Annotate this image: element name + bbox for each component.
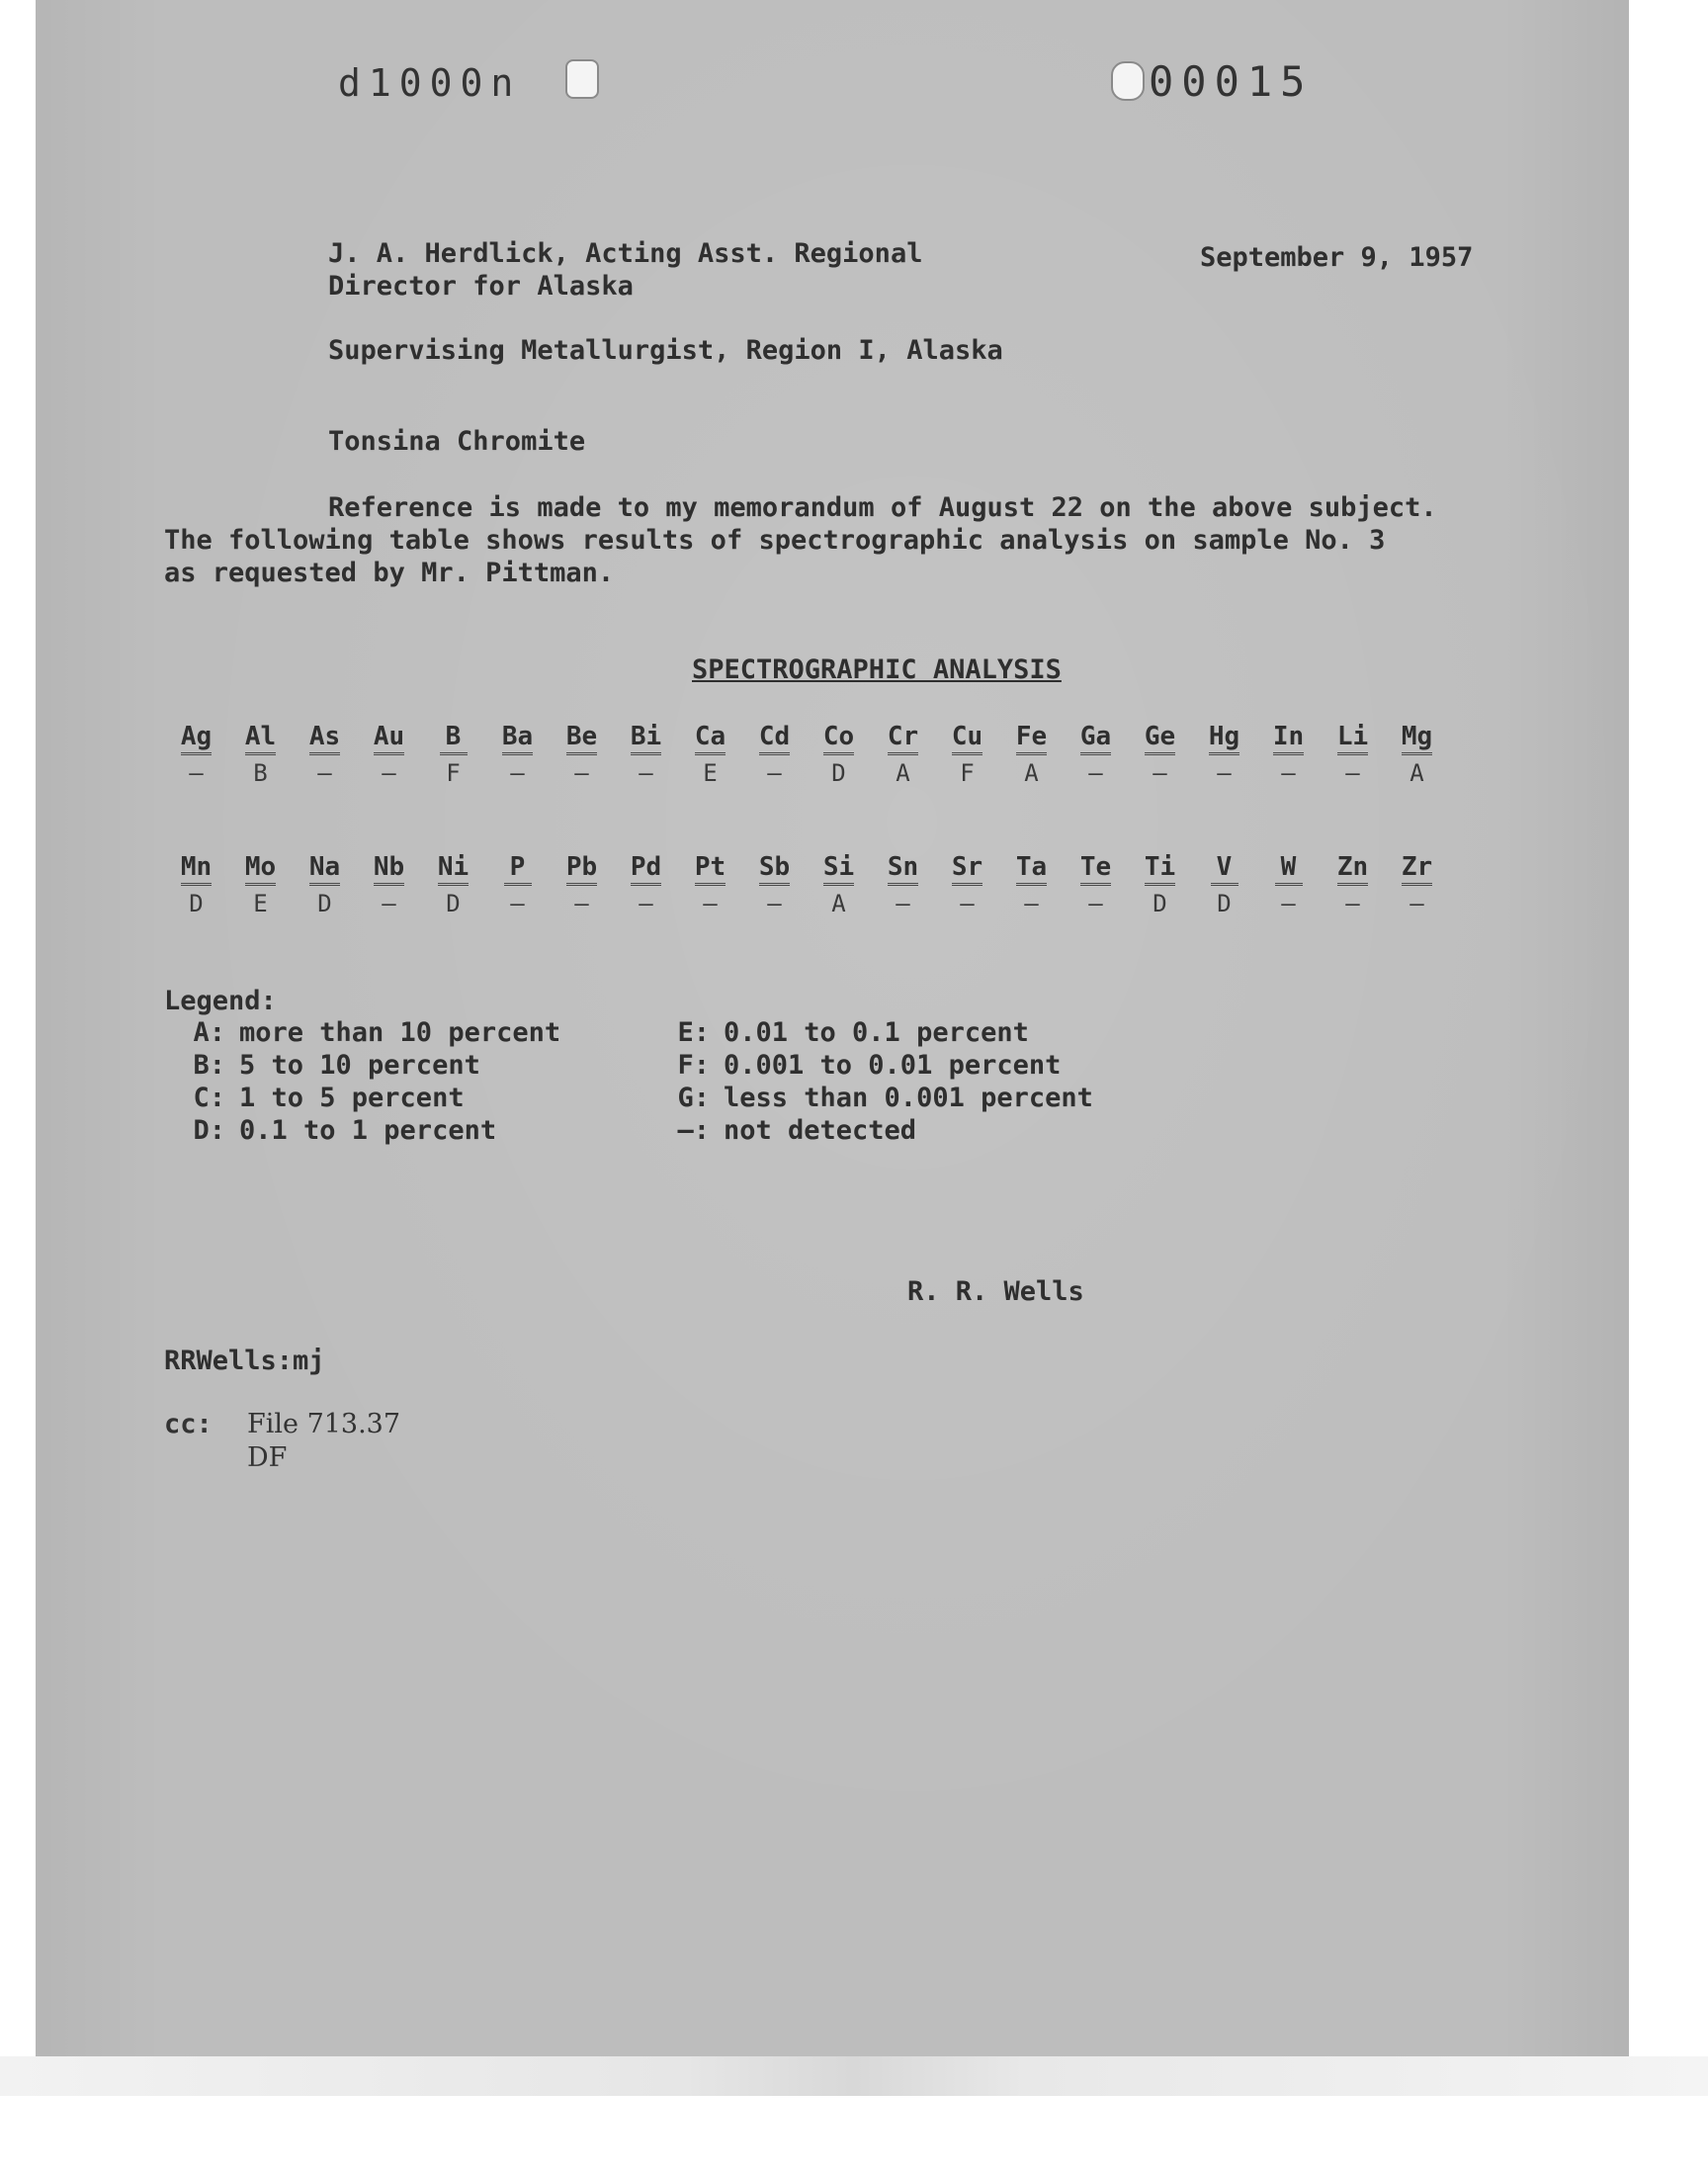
element-cell (228, 852, 293, 917)
element-value: — (574, 759, 589, 787)
legend-text: 1 to 5 percent (239, 1083, 465, 1113)
memo-to-line1: J. A. Herdlick, Acting Asst. Regional (328, 238, 923, 269)
element-value: — (574, 890, 589, 917)
element-value: — (1217, 759, 1232, 787)
element-cell (293, 852, 357, 917)
legend-item (648, 1114, 1093, 1147)
legend-text: 0.01 to 0.1 percent (724, 1017, 1029, 1048)
element-value: A (831, 890, 846, 917)
cc-line1: File 713.37 (247, 1409, 401, 1439)
element-symbol: Mn (181, 852, 212, 886)
element-cell (485, 722, 550, 787)
element-symbol: Hg (1209, 722, 1239, 755)
element-value: D (1217, 890, 1232, 917)
element-cell (1064, 852, 1128, 917)
element-symbol: Zn (1337, 852, 1368, 886)
legend-item (648, 1082, 1093, 1114)
element-value: D (189, 890, 204, 917)
element-value: — (382, 759, 396, 787)
legend-right-column (648, 1016, 1093, 1147)
element-value: — (767, 759, 782, 787)
legend-text: not detected (724, 1115, 917, 1146)
punch-hole-left (565, 59, 599, 99)
element-value: — (703, 890, 718, 917)
element-cell (357, 852, 421, 917)
element-symbol: Pd (631, 852, 661, 886)
legend-item (648, 1016, 1093, 1049)
file-code: d1000n (338, 61, 522, 105)
element-cell (1256, 722, 1321, 787)
element-symbol: Sn (888, 852, 918, 886)
element-symbol: Cr (888, 722, 918, 755)
element-value: — (639, 890, 653, 917)
element-symbol: Al (245, 722, 276, 755)
legend-key: B: (193, 1050, 225, 1081)
element-symbol: B (440, 722, 468, 755)
element-symbol: Co (823, 722, 854, 755)
element-cell (357, 722, 421, 787)
element-symbol: Ge (1145, 722, 1175, 755)
element-cell (742, 852, 807, 917)
element-symbol: Ga (1080, 722, 1111, 755)
element-symbol: Ag (181, 722, 212, 755)
legend-key: G: (677, 1083, 710, 1113)
element-value: — (1345, 759, 1360, 787)
element-symbol: Ba (502, 722, 533, 755)
element-cell (871, 722, 935, 787)
analysis-title: SPECTROGRAPHIC ANALYSIS (692, 654, 1062, 685)
element-value: D (446, 890, 461, 917)
element-cell (550, 852, 614, 917)
element-symbol: Pt (695, 852, 726, 886)
memo-from: Supervising Metallurgist, Region I, Alaska (328, 335, 1003, 366)
element-cell (1192, 852, 1256, 917)
element-value: — (1409, 890, 1424, 917)
element-symbol: Mo (245, 852, 276, 886)
element-cell (1385, 852, 1449, 917)
element-value: A (1024, 759, 1039, 787)
analysis-row-1 (164, 722, 1449, 787)
memo-subject: Tonsina Chromite (328, 426, 586, 457)
element-cell (485, 852, 550, 917)
element-symbol: V (1211, 852, 1238, 886)
element-value: — (1153, 759, 1167, 787)
legend-item (164, 1049, 560, 1082)
element-cell (999, 852, 1064, 917)
legend-text: 5 to 10 percent (239, 1050, 480, 1081)
element-cell (935, 852, 999, 917)
element-cell (614, 852, 678, 917)
element-symbol: Ta (1016, 852, 1047, 886)
element-value: E (253, 890, 268, 917)
legend-item (164, 1016, 560, 1049)
element-symbol: Sr (952, 852, 982, 886)
element-value: — (896, 890, 910, 917)
element-symbol: Cu (952, 722, 982, 755)
element-cell (164, 722, 228, 787)
element-value: — (1281, 759, 1296, 787)
element-value: — (639, 759, 653, 787)
element-value: D (1153, 890, 1167, 917)
element-value: D (831, 759, 846, 787)
legend-text: 0.001 to 0.01 percent (724, 1050, 1062, 1081)
element-value: — (1281, 890, 1296, 917)
analysis-row-2 (164, 852, 1449, 917)
element-cell (164, 852, 228, 917)
legend-key: F: (677, 1050, 710, 1081)
cc-line2: DF (247, 1442, 288, 1473)
element-cell (293, 722, 357, 787)
memo-body-line2: The following table shows results of spectrographic analysis on sample No. 3 (164, 525, 1386, 556)
element-value: — (189, 759, 204, 787)
punch-hole-right (1111, 61, 1145, 101)
legend-heading: Legend: (164, 986, 277, 1016)
memo-body-line1: Reference is made to my memorandum of August 22 on the above subject. (328, 492, 1437, 523)
element-value: — (317, 759, 332, 787)
legend-item (164, 1114, 560, 1147)
element-symbol: Ni (438, 852, 469, 886)
element-value: — (1088, 759, 1103, 787)
element-value: — (960, 890, 975, 917)
element-symbol: W (1275, 852, 1303, 886)
legend-key: C: (193, 1083, 225, 1113)
element-symbol: Ti (1145, 852, 1175, 886)
element-value: B (253, 759, 268, 787)
initials: RRWells:mj (164, 1346, 325, 1376)
element-value: — (510, 759, 525, 787)
signature: R. R. Wells (907, 1276, 1084, 1307)
element-cell (1321, 852, 1385, 917)
element-symbol: Zr (1402, 852, 1432, 886)
element-value: — (767, 890, 782, 917)
element-symbol: Be (566, 722, 597, 755)
legend-left-column (164, 1016, 560, 1147)
memo-to-line2: Director for Alaska (328, 271, 634, 302)
element-symbol: Cd (759, 722, 790, 755)
element-cell (1064, 722, 1128, 787)
legend-text: less than 0.001 percent (724, 1083, 1093, 1113)
document-page (36, 0, 1629, 2056)
element-value: — (510, 890, 525, 917)
element-cell (1192, 722, 1256, 787)
element-value: F (446, 759, 461, 787)
element-cell (421, 852, 485, 917)
element-cell (1256, 852, 1321, 917)
element-symbol: Te (1080, 852, 1111, 886)
element-cell (871, 852, 935, 917)
element-cell (807, 722, 871, 787)
legend-text: more than 10 percent (239, 1017, 561, 1048)
element-cell (999, 722, 1064, 787)
element-symbol: Na (309, 852, 340, 886)
element-cell (614, 722, 678, 787)
memo-date: September 9, 1957 (1200, 242, 1474, 273)
element-cell (228, 722, 293, 787)
legend-text: 0.1 to 1 percent (239, 1115, 497, 1146)
element-symbol: Mg (1402, 722, 1432, 755)
element-cell (1321, 722, 1385, 787)
element-value: E (703, 759, 718, 787)
cc-label: cc: (164, 1409, 213, 1439)
element-cell (678, 722, 742, 787)
element-symbol: Sb (759, 852, 790, 886)
legend-key: E: (677, 1017, 710, 1048)
element-value: D (317, 890, 332, 917)
element-value: — (1088, 890, 1103, 917)
element-symbol: Bi (631, 722, 661, 755)
element-value: F (960, 759, 975, 787)
element-cell (742, 722, 807, 787)
element-value: — (1345, 890, 1360, 917)
element-symbol: As (309, 722, 340, 755)
element-symbol: Nb (374, 852, 404, 886)
element-cell (935, 722, 999, 787)
element-cell (550, 722, 614, 787)
element-cell (421, 722, 485, 787)
legend-key: A: (193, 1017, 225, 1048)
element-value: A (1409, 759, 1424, 787)
legend-key: D: (193, 1115, 225, 1146)
memo-body-line3: as requested by Mr. Pittman. (164, 558, 615, 588)
element-value: — (382, 890, 396, 917)
element-symbol: Ca (695, 722, 726, 755)
legend-item (648, 1049, 1093, 1082)
element-symbol: Li (1337, 722, 1368, 755)
element-value: A (896, 759, 910, 787)
element-symbol: Pb (566, 852, 597, 886)
legend-item (164, 1082, 560, 1114)
element-symbol: Au (374, 722, 404, 755)
element-cell (1128, 722, 1192, 787)
scanner-edge (0, 2056, 1708, 2096)
element-cell (678, 852, 742, 917)
element-symbol: Fe (1016, 722, 1047, 755)
element-cell (807, 852, 871, 917)
page-number: 00015 (1149, 57, 1314, 106)
element-value: — (1024, 890, 1039, 917)
element-symbol: In (1273, 722, 1304, 755)
element-cell (1385, 722, 1449, 787)
element-symbol: P (504, 852, 532, 886)
legend-key: —: (677, 1115, 710, 1146)
element-symbol: Si (823, 852, 854, 886)
element-cell (1128, 852, 1192, 917)
